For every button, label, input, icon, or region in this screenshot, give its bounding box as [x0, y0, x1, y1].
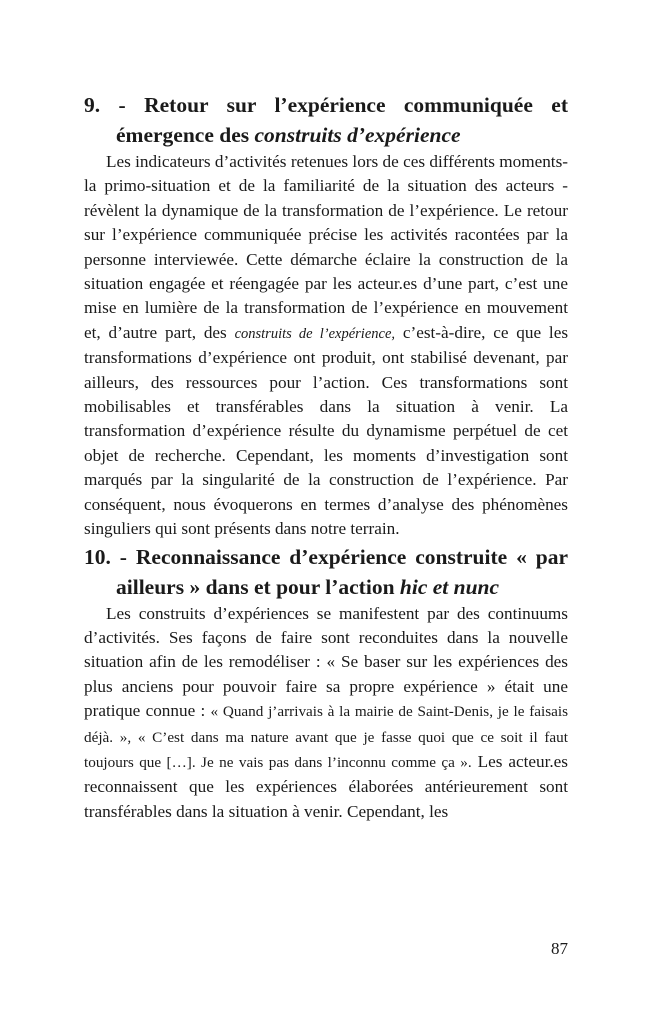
paragraph-text: c’est-à-dire, ce que les transformations d’expérience ont produit, ont stabilisé devenant, par ailleurs, des ressources pour l’action. Ces transformations sont mobilisables et transférables dans la situation à venir. La transformation d’expérience résulte du dynamisme perpétuel de cet objet de recherche. Cependant, les moments d’investigation sont marqués par la singularité de la construction de l’expérience. Par conséquent, nous évoquerons en termes d’analyse des phénomènes singuliers qui sont présents dans notre terrain.: [84, 322, 569, 539]
page-content: [84, 90, 568, 824]
section-title: Reconnaissance d’expérience construite « par ailleurs » dans et pour l’action: [116, 544, 569, 599]
paragraph-text: Les acteur.es reconnaissent que les expériences élaborées antérieurement sont transférables dans la situation à venir. Cependant, les: [84, 751, 568, 821]
paragraph-text: Les construits d’expériences se manifestent par des continuums d’activités. Ses façons de faire sont reconduites dans la nouvelle situation afin de les remodéliser : « Se baser sur les expériences des plus anciens pour pouvoir faire sa propre expérience » était une pratique connue :: [84, 603, 568, 721]
section-number: 10. -: [84, 544, 127, 569]
section-title: Retour sur l’expérience communiquée et émergence des: [116, 93, 568, 147]
section-title-italic: construits d’expérience: [254, 123, 461, 147]
interview-quote: « Quand j’arrivais à la mairie de Saint-Denis, je le faisais déjà. », « C’est dans ma nature avant que je fasse quoi que ce soit il faut toujours que […]. Je ne vais pas dans l’inconnu comme ça ».: [84, 703, 568, 771]
section-number: 9. -: [84, 93, 126, 117]
section-title-italic: hic et nunc: [399, 574, 500, 599]
section-heading-9: [84, 90, 568, 150]
section-heading-10: [84, 542, 568, 602]
italic-term: construits de l’expérience,: [234, 325, 396, 342]
paragraph-text: Les indicateurs d’activités retenues lors de ces différents moments- la primo-situation et de la familiarité de la situation des acteurs - révèlent la dynamique de la transformation de l’expérience. Le retour sur l’expérience communiquée précise les activités racontées par la personne interviewée. Cette démarche éclaire la construction de la situation engagée et réengagée par les acteur.es d’une part, c’est une mise en lumière de la transformation de l’expérience en mouvement et, d’autre part, des: [84, 152, 568, 342]
page-number: 87: [551, 939, 568, 958]
paragraph-reconnaissance: [84, 602, 568, 825]
paragraph-experience-communiquee: [84, 150, 568, 542]
